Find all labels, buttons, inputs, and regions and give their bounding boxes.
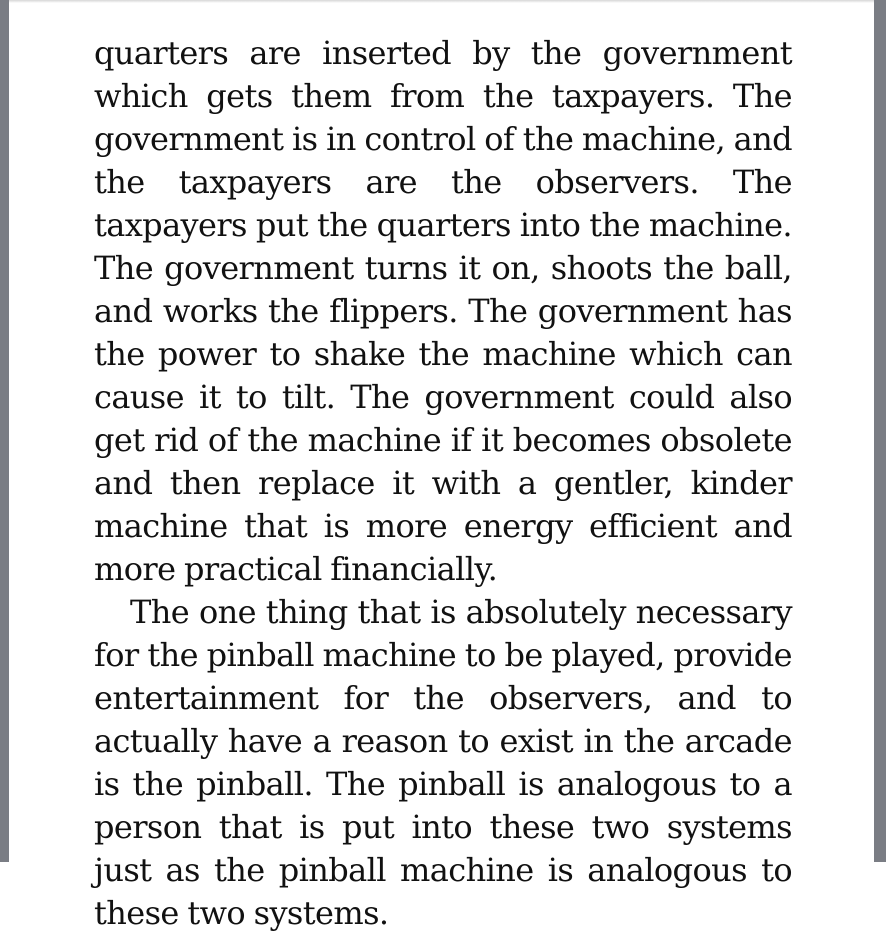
top-page-shadow — [9, 0, 874, 3]
paragraph-pinball: The one thing that is absolutely necessary for the pinball machine to be played, provide entertainment for the observers, and to actually have a reason to exist in the arcade is the pinball. The pinball is analogous to a person that is put into these two systems just as the pinball machine is analogous to these two systems. — [94, 593, 792, 932]
paragraph-continued: quarters are inserted by the government which gets them from the taxpayers. The government is in control of the machine, and the taxpayers are the observers. The taxpayers put the quarters into the machine. The government turns it on, shoots the ball, and works the flippers. The government has the power to shake the machine which can cause it to tilt. The government could also get rid of the machine if it becomes obsolete and then replace it with a gentler, kinder machine that is more energy efficient and more practical financially. — [94, 34, 792, 588]
left-page-edge — [0, 0, 9, 862]
right-page-edge — [874, 0, 886, 862]
page-text-column — [94, 32, 792, 935]
